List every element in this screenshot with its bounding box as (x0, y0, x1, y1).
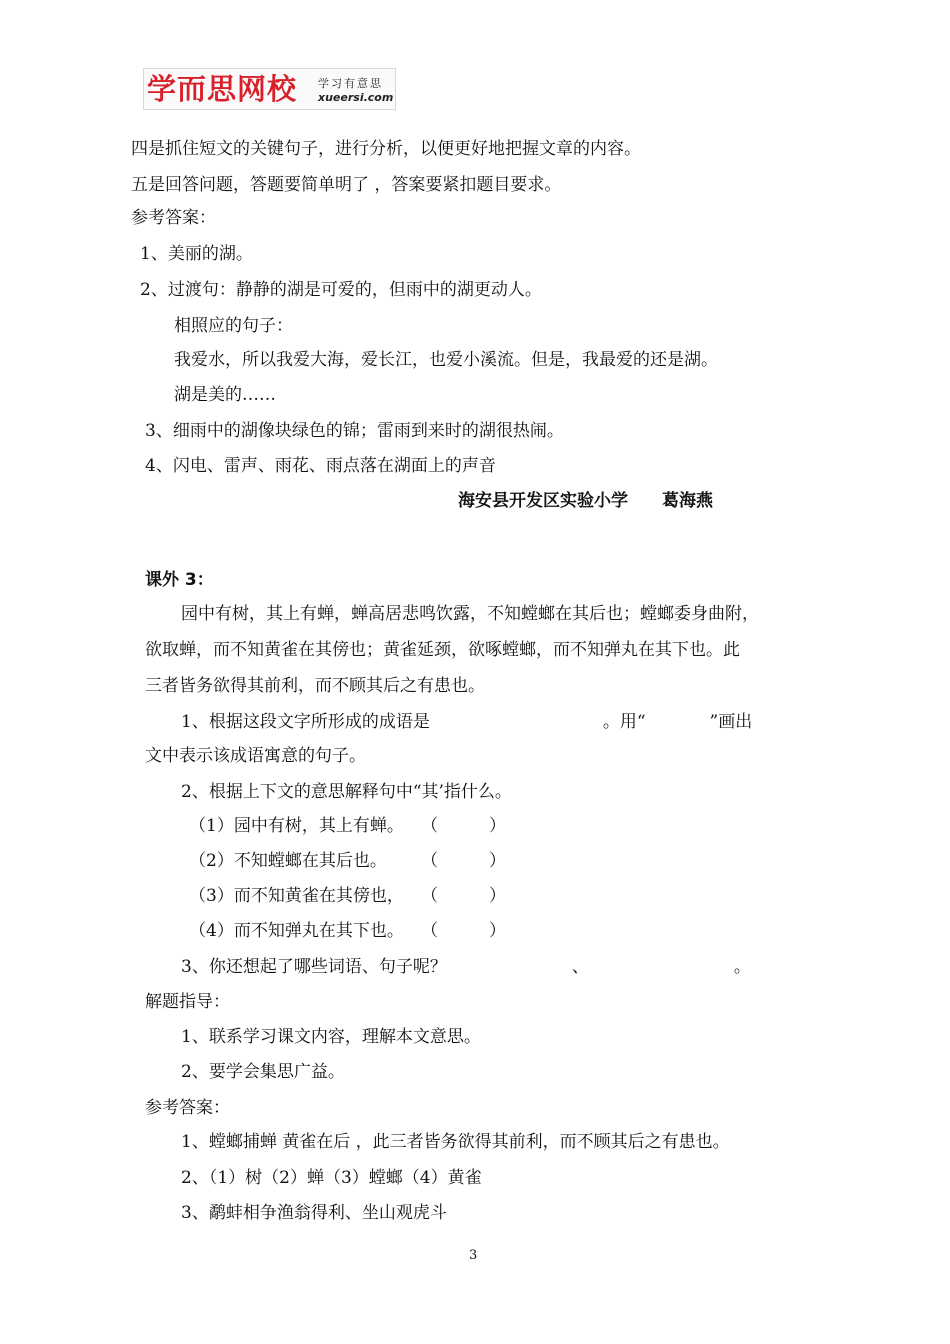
passage-line-2: 欲取蝉，而不知黄雀在其傍也；黄雀延颈，欲啄螳螂，而不知弹丸在其下也。此 (145, 640, 740, 660)
question-2: 2、根据上下文的意思解释句中“其’指什么。 (181, 782, 512, 802)
question-1-text-3: ”画出 (709, 712, 753, 732)
question-2-item-text: （3）而不知黄雀在其傍也， (189, 886, 404, 906)
question-2-item-1 (189, 815, 506, 837)
question-2-item-2 (189, 850, 506, 872)
answer-blank[interactable]: （ ） (421, 816, 506, 836)
question-3-separator: 、 (571, 957, 589, 977)
question-2-item-3 (189, 885, 506, 907)
page-number: 3 (469, 1248, 478, 1263)
answer-blank[interactable]: （ ） (421, 851, 506, 871)
question-2-item-text: （4）而不知弹丸在其下也。 (189, 921, 404, 941)
lower-answer-1: 1、螳螂捕蝉 黄雀在后 ，此三者皆务欲得其前利，而不顾其后之有患也。 (181, 1132, 730, 1152)
section-heading: 课外 3： (145, 570, 214, 590)
tip-4: 四是抓住短文的关键句子，进行分析，以便更好地把握文章的内容。 (131, 139, 641, 159)
answer-blank[interactable]: （ ） (421, 886, 506, 906)
question-2-item-text: （2）不知螳螂在其后也。 (189, 851, 387, 871)
guide-1: 1、联系学习课文内容，理解本文意思。 (181, 1027, 481, 1047)
passage-line-1: 园中有树，其上有蝉，蝉高居悲鸣饮露，不知螳螂在其后也；螳螂委身曲附， (181, 604, 759, 624)
answer-2-sub-label: 相照应的句子： (174, 316, 293, 336)
answers-heading-1: 参考答案： (131, 208, 216, 228)
answer-3: 3、细雨中的湖像块绿色的锦；雷雨到来时的湖很热闹。 (145, 421, 564, 441)
question-1-text: 1、根据这段文字所形成的成语是 (181, 712, 430, 732)
logo-slogan: 学习有意思 (318, 77, 383, 90)
question-3 (181, 956, 751, 978)
answers-heading-2: 参考答案： (145, 1098, 230, 1118)
author-line: 海安县开发区实验小学 葛海燕 (458, 491, 713, 511)
guide-heading: 解题指导： (145, 992, 230, 1012)
question-2-item-text: （1）园中有树，其上有蝉。 (189, 816, 404, 836)
logo-domain: xueersi.com (318, 91, 394, 104)
passage-line-3: 三者皆务欲得其前利，而不顾其后之有患也。 (145, 676, 485, 696)
logo-main-text: 学而思网校 (147, 72, 298, 106)
guide-2: 2、要学会集思广益。 (181, 1062, 345, 1082)
question-3-text: 3、你还想起了哪些词语、句子呢？ (181, 957, 447, 977)
question-1 (181, 711, 752, 733)
question-2-item-4 (189, 920, 506, 942)
answer-blank[interactable]: （ ） (421, 921, 506, 941)
answer-2-sub-line-1: 我爱水，所以我爱大海，爱长江，也爱小溪流。但是，我最爱的还是湖。 (174, 350, 718, 370)
answer-4: 4、闪电、雷声、雨花、雨点落在湖面上的声音 (145, 456, 496, 476)
tip-5: 五是回答问题，答题要简单明了 ，答案要紧扣题目要求。 (131, 175, 562, 195)
lower-answer-3: 3、鹬蚌相争渔翁得利、坐山观虎斗 (181, 1203, 447, 1223)
answer-1: 1、美丽的湖。 (140, 244, 253, 264)
lower-answer-2: 2、（1）树（2）蝉（3）螳螂（4）黄雀 (181, 1168, 482, 1188)
answer-2: 2、过渡句：静静的湖是可爱的，但雨中的湖更动人。 (140, 280, 542, 300)
question-1-text-2: 。用“ (602, 712, 646, 732)
question-1-line-2: 文中表示该成语寓意的句子。 (145, 746, 366, 766)
answer-2-sub-line-2: 湖是美的…… (174, 385, 276, 405)
xueersi-logo (143, 68, 396, 110)
question-3-end: 。 (733, 957, 751, 977)
